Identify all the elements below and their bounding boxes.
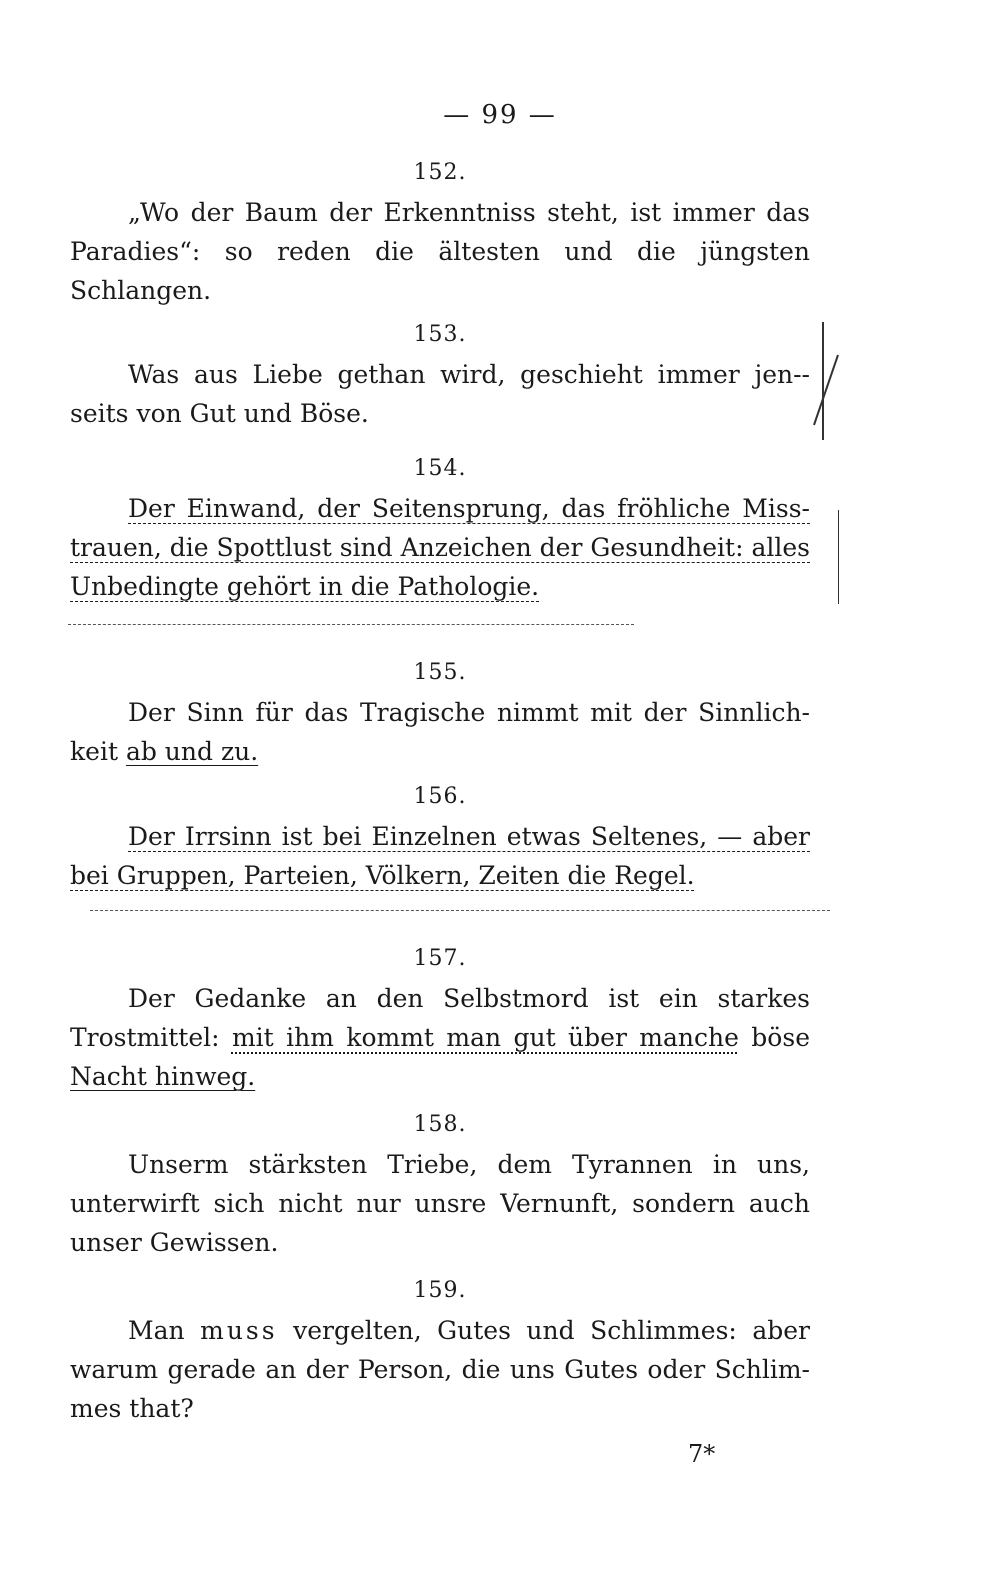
text-run-underlined: Nacht hinweg. bbox=[70, 1062, 256, 1091]
aphorism-157 bbox=[70, 946, 810, 1096]
aphorism-text bbox=[70, 979, 810, 1096]
text-run: Der Sinn für das Tragische nimmt mit der Sinnlich-keit bbox=[70, 698, 810, 766]
aphorism-number: 158. bbox=[413, 1112, 467, 1137]
aphorism-text bbox=[70, 355, 810, 433]
text-run: Unserm stärksten Triebe, dem Tyrannen in uns, unterwirft sich nicht nur unsre Vernunft, sondern auch unser Gewissen. bbox=[70, 1150, 810, 1257]
text-run: „Wo der Baum der Erkenntniss steht, ist immer das Paradies“: so reden die ältesten und die jüngsten Schlangen. bbox=[70, 198, 810, 305]
aphorism-text bbox=[70, 817, 810, 895]
text-run: Der Gedanke an den Selbstmord ist ein starkes Trostmittel: bbox=[70, 984, 810, 1052]
aphorism-155 bbox=[70, 660, 810, 771]
aphorism-text bbox=[70, 193, 810, 310]
aphorism-159 bbox=[70, 1278, 810, 1428]
aphorism-number: 156. bbox=[413, 784, 467, 809]
aphorism-number: 152. bbox=[413, 160, 467, 185]
text-run-spaced: muss bbox=[200, 1316, 278, 1345]
signature-mark: 7* bbox=[688, 1440, 716, 1468]
aphorism-154 bbox=[70, 456, 810, 606]
pencil-rule-2 bbox=[90, 910, 830, 911]
text-run-underlined: mit ihm kommt man gut über manche bbox=[231, 1023, 739, 1052]
aphorism-158 bbox=[70, 1112, 810, 1262]
aphorism-number: 153. bbox=[413, 322, 467, 347]
text-run: Der Einwand, der Seitensprung, das fröhliche Miss-trauen, die Spottlust sind Anzeichen der Gesundheit: alles Unbedingte gehört in die Pathologie. bbox=[70, 494, 810, 601]
aphorism-number: 159. bbox=[413, 1278, 467, 1303]
margin-cross-mark-icon bbox=[808, 350, 844, 430]
aphorism-153 bbox=[70, 322, 810, 433]
page-header: — 99 — bbox=[443, 100, 557, 130]
text-run: Was aus Liebe gethan wird, geschieht immer jen-seits von Gut und Böse. bbox=[70, 360, 810, 428]
text-run: böse bbox=[738, 1023, 810, 1052]
text-run: vergelten, Gutes und Schlimmes: aber warum gerade an der Person, die uns Gutes oder Schlim-mes that? bbox=[70, 1316, 810, 1423]
aphorism-152 bbox=[70, 160, 810, 310]
aphorism-text bbox=[70, 1311, 810, 1428]
aphorism-number: 157. bbox=[413, 946, 467, 971]
pencil-rule-1 bbox=[68, 624, 634, 625]
aphorism-text bbox=[70, 1145, 810, 1262]
aphorism-text bbox=[70, 489, 810, 606]
aphorism-text bbox=[70, 693, 810, 771]
text-run: Man bbox=[128, 1316, 201, 1345]
aphorism-number: 154. bbox=[413, 456, 467, 481]
aphorism-number: 155. bbox=[413, 660, 467, 685]
margin-pencil-line-154 bbox=[838, 510, 839, 604]
aphorism-156 bbox=[70, 784, 810, 895]
text-run-underlined: ab und zu. bbox=[125, 737, 259, 766]
text-run: Der Irrsinn ist bei Einzelnen etwas Seltenes, — aber bei Gruppen, Parteien, Völkern, Zeiten die Regel. bbox=[70, 822, 810, 890]
